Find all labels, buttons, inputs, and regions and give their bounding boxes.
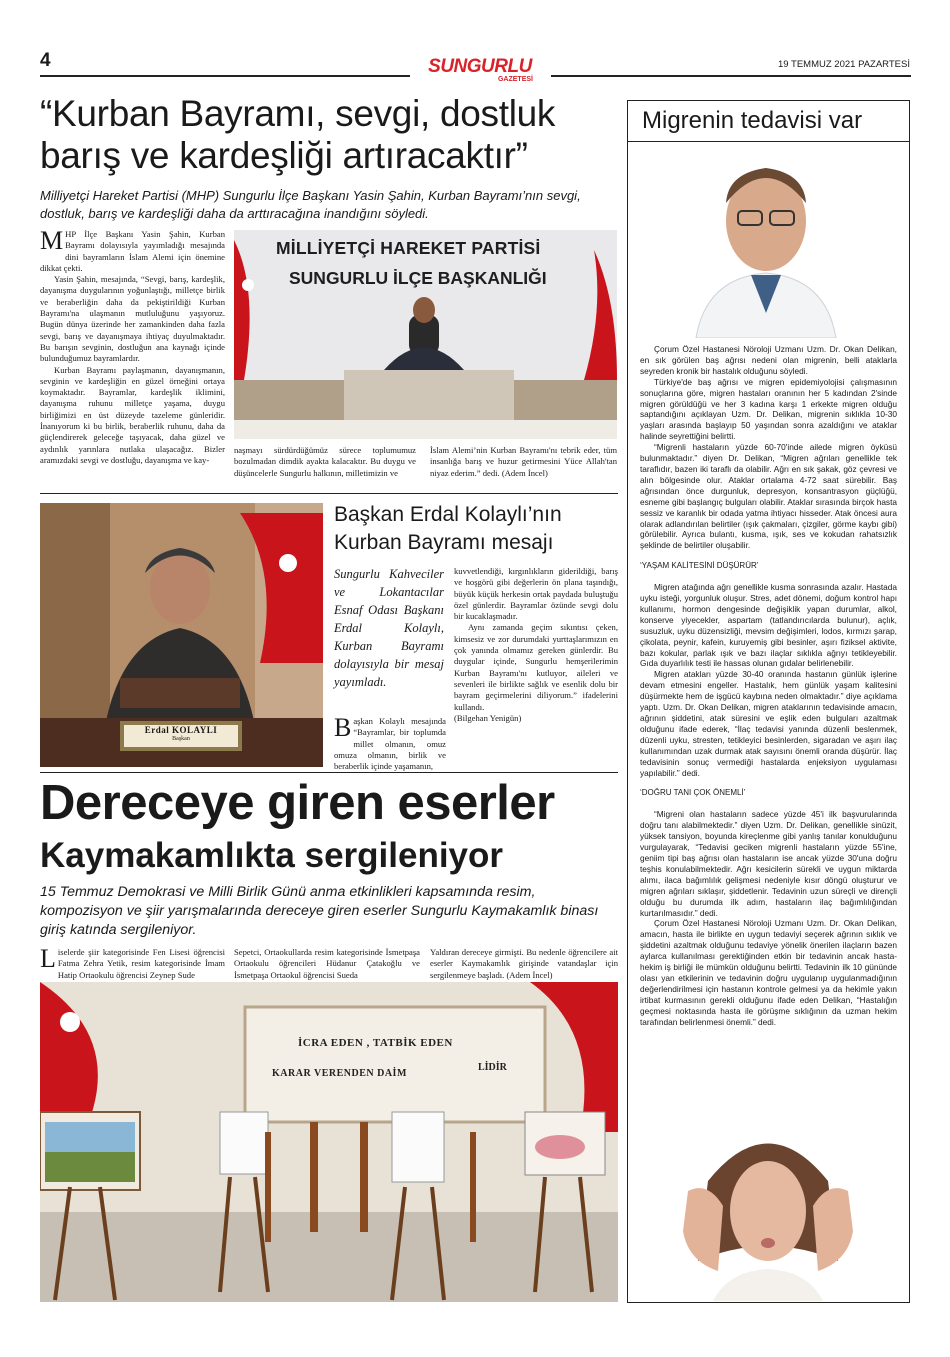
article2-p1: aşkan Kolaylı mesajında “Bayramlar, bir toplumda millet olmanın, omuz omuza olmanın, birlik ve beraberlik içinde yaşamanın, [334, 716, 446, 772]
article1-col2-text: naşmayı sürdürdüğümüz sürece toplumumuz bozulmadan dimdik ayakta kalacaktır. Bu duygu ve düşüncelerle Sungurlu halkının, milletimizin ve [234, 445, 416, 478]
dropcap: B [334, 713, 352, 742]
article2-col2 [454, 566, 618, 724]
sidebar-title: Migrenin tedavisi var [642, 107, 863, 134]
article1-col3-text: İslam Alemi’nin Kurban Bayramı'nı tebrik eder, tüm insanlığa barış ve huzur getirmesini Yüce Allah'tan niyaz ederim.” dedi. (Adem İncel) [430, 445, 617, 478]
article2-col1 [334, 713, 446, 772]
article2-col2-p2: Aynı zamanda geçim sıkıntısı çeken, kimsesiz ve zor durumdaki yurttaşlarımızın en çok yanında olmamız gereken günlerdir. Bu duygular içinde, Sungurlu hemşerilerimin Kurban Bayramı'nı kutluyor, aileleri ve sevenleri ile birlikte sağlık ve esenlik dolu bir bayram geçirmelerini diliyorum.” ifadelerini kullandı. [454, 622, 618, 712]
doctor-portrait [676, 143, 856, 338]
article3-col1 [40, 944, 225, 981]
exhibition-sign-line2: KARAR VERENDEN DAİM [272, 1068, 407, 1079]
article3-col2 [234, 947, 420, 981]
sidebar-p1: Çorum Özel Hastanesi Nöroloji Uzmanı Uzm. Dr. Okan Delikan, en sık görülen baş ağrısı nedeni olan migrenin, belli ataklarla seyreden kronik bir hastalık olduğunu söyledi. [640, 344, 897, 376]
article2-lead: Sungurlu Kahveciler ve Lokantacılar Esnaf Odası Başkanı Erdal Kolaylı, Kurban Bayramı dolayısıyla bir mesaj yayımladı. [334, 567, 444, 689]
article1-col3 [430, 445, 617, 479]
sidebar-title-rule [628, 141, 909, 142]
masthead-logo [421, 57, 539, 83]
issue-date: 19 TEMMUZ 2021 PAZARTESİ [778, 59, 910, 70]
nameplate-title: Başkan [172, 736, 190, 742]
dropcap: M [40, 226, 64, 255]
sidebar-p6: “Migreni olan hastaların sadece yüzde 45'i ilk başvurularında doğru tanı alabilmektedir.” diyen Uzm. Dr. Delikan, genellikle sinüzit, yüksek tansiyon, boyunda kireçlenme gibi yanlış tanılar konulduğunu vurgulayarak, “Tedavisi geciken migrenli hastaların yüzde 55'ine, geniim tipi baş ağrısı olan hastaların ise ancak yüzde 30'una doğru teşhis konulabilmektedir. Ağrı kesicilerin sürekli ve uygun miktarda alımı, ilaca bağımlılık gelişmesi nedeniyle kısır döngü oluşturur ve migren ağrıları sıklaşır, şiddetlenir. Tedavinin uzun süreçli ve dirençli olduğu bu durumda ilk adım, hastaların ilaç bağımlılığından kurtarılmasıdır.” dedi. [640, 809, 897, 918]
article2-headline-2: Kurban Bayramı mesajı [334, 531, 554, 554]
sidebar-subhead-2: ‘DOĞRU TANI ÇOK ÖNEMLİ’ [640, 788, 746, 798]
article3-headline-2: Kaymakamlıkta sergileniyor [40, 836, 504, 875]
article1-col1 [40, 226, 225, 466]
doctor-illustration [676, 143, 856, 338]
erdal-kolayli-photo [40, 503, 323, 767]
separator-2 [40, 772, 618, 773]
exhibition-sign-line2b: LİDİR [478, 1062, 507, 1073]
article2-byline: (Bilgehan Yenigün) [454, 712, 522, 723]
logo-main: SUNGURLU [428, 56, 532, 77]
article3-lead: 15 Temmuz Demokrasi ve Milli Birlik Günü anma etkinlikleri kapsamında resim, kompozisyon ve şiir yarışmalarında dereceye giren eserler Sungurlu Kaymakamlık binası giriş katında sergileniyor. [40, 884, 599, 938]
mhp-office-photo [234, 230, 617, 439]
article1-lead: Milliyetçi Hareket Partisi (MHP) Sungurlu İlçe Başkanı Yasin Şahin, Kurban Bayramı’nın sevgi, dostluk, barış ve kardeşliği daha da arttıracağına inandığını söyledi. [40, 188, 581, 221]
article3-headline-1: Dereceye giren eserler [40, 776, 555, 830]
article1-p3: Kurban Bayramı paylaşmanın, dayanışmanın, sevginin ve kardeşliğin en güzel örneğini ortaya koymaktadır. Bayramlar, kardeşlik iklimini, dayanışma ruhunu milletçe yaşama, duygu birliğimizi en üst düzeyde tazeleme günleridir. İnanıyorum ki bu birlik, beraberlik ruhunu, daha da güçlendirerek geleceğe taşıyacak, daha güzel ve aydınlık yarınlara nutlaka ulaşacağız. Bizler aramızdaki sevgi ve dostluğu, dayanışma ve kay- [40, 364, 225, 465]
office-sign-line2: SUNGURLU İLÇE BAŞKANLIĞI [289, 268, 547, 288]
header-rule-left [40, 75, 410, 77]
article3-col3-text: Yaldıran dereceye girmişti. Bu nedenle öğrencilere ait eserler Kaymakamlık girişinde vatandaşlar için sergilenmeye başladı. (Adem İncel) [430, 947, 618, 980]
page-number: 4 [40, 50, 51, 71]
exhibition-photo [40, 982, 618, 1302]
exhibition-scene-illustration [40, 982, 618, 1302]
article2-headline-1: Başkan Erdal Kolaylı’nın [334, 503, 562, 526]
dropcap: L [40, 944, 56, 973]
article1-headline: “Kurban Bayramı, sevgi, dostluk barış ve kardeşliği artıracaktır” [40, 93, 556, 176]
office-sign-line1: MİLLİYETÇİ HAREKET PARTİSİ [276, 238, 541, 258]
migraine-woman-photo [668, 1111, 868, 1301]
article3-col3 [430, 947, 618, 981]
sidebar-body [640, 344, 897, 1027]
office-scene-illustration [234, 230, 617, 439]
article3-col2-text: Sepetci, Ortaokullarda resim kategorisinde İsmetpaşa Ortaokulu öğrencileri Hüdanur Çatakoğlu ve İsmetpaşa Ortaokul öğrencisi Sueda [234, 947, 420, 980]
sidebar-subhead-1: ‘YAŞAM KALİTESİNİ DÜŞÜRÜR’ [640, 561, 759, 571]
sidebar-p3: “Migrenli hastaların yüzde 60-70'inde ailede migren öyküsü bulunmaktadır.” diyen Dr. Delikan, “Migren ağrıları genellikle tek taraflıdır, bazen iki taraflı da olabilir. Ağrı en sık şakak, göz çevresi ve alın bölgesinde olur. Ataklar ortalama 4-72 saat sürebilir. Baş ağrısından önce durgunluk, depresyon, konsantrasyon güçlüğü, esneme gibi başlangıç bulguları olabilir. Ataklar sırasında birçok hasta sessiz ve karanlık bir odada yatma ihtiyacı hisseder. Atak öncesi aura olarak adlandırılan belirtiler (ışık çakmaları, çizgiler, görme kaybı gibi) görülebilir. Ayrıca bulantı, kusma, ışık, ses ve kokudan rahatsızlık şeklinde de belirtiler oluşabilir. [640, 442, 897, 551]
woman-headache-illustration [668, 1111, 868, 1301]
sidebar-p7: Çorum Özel Hastanesi Nöroloji Uzmanı Uzm. Dr. Okan Delikan, amacın, hasta ile birlikte en uygun tedaviyi seçerek ağrının sıklık ve şiddetini azaltmak olduğunu tedaviye yönelik önerilen ilaçların bazen aylarca kullanılması gerektiğinden etkin bir tedavinin ancak hasta- hekim iş birliği ile mümkün olduğunu belirtti. Tedavinin ilk 10 gününde olası yan etkilerinin ve tedavinin doğru uygulanıp uygulanmadığının değerlendirilmesi için hastanın kontrole gelmesi ya da hekimle yakın irtibat kurmasının gerekli olduğunu ifade eden Delikan, “Hastalığın geçmesi noktasında hasta ile görüşme sıklığının da uzman hekim tarafından belirlenmesi önemli.” dedi. [640, 918, 897, 1027]
exhibition-sign-line1: İCRA EDEN , TATBİK EDEN [298, 1037, 453, 1049]
sidebar-p2: Türkiye'de baş ağrısı ve migren epidemiyolojisi çalışmasının sonuçlarına göre, migren hastaları oranının her 5 kadından 2'sinde migren görüldüğü ve her 3 kadına karşı 1 erkekte migren olduğu saptandığını açıklayan Uzm. Dr. Delikan, migrenin sıklıkla 10-30 yaşları arasında başlayıp 50 yaşından sonra azaldığını ve ataklar halinde seyrettiğini belirtti. [640, 376, 897, 442]
article2-col2-p1: kuvvetlendiği, kırgınlıkların giderildiği, barış ve hoşgörü gibi değerlerin ön plana taşındığı, büyük küçük herkesin ortak paydada buluştuğu özel günlerdir. Bayramlar özünde sevgi dolu bir kucaklaşmadır. [454, 566, 618, 622]
article1-p1: HP İlçe Başkanı Yasin Şahin, Kurban Bayramı dolayısıyla yayımladığı mesajında dini bayramların İslam Alemi için önemine dikkat çekti. [40, 229, 225, 273]
header-rule-right [551, 75, 911, 77]
article1-col2 [234, 445, 416, 479]
article1-p2: Yasin Şahin, mesajında, “Sevgi, barış, kardeşlik, dayanışma duygularının yoğunlaştığı, milletçe birlik ve beraberliğin daha da pekiştirildiği Kurban Bayramı'na ulaşmanın mutluluğunu yaşıyoruz. Bugün dünya üzerinde her zamankinden daha fazla sevgi, barış ve dayanışmaya ihtiyaç duyulmaktadır. Bu barışın sevginin, dostluğun ana kaynağı içinde bulunduğumuz bayramlardır. [40, 274, 225, 364]
article3-col1-text: iselerde şiir kategorisinde Fen Lisesi öğrencisi Fatma Zehra Yetik, resim kategorisinde İmam Hatip Ortaokulu öğrencisi Zeynep Sude [57, 947, 225, 980]
sidebar-p4: Migren atağında ağrı genellikle kusma sonrasında azalır. Hastada uyku isteği, yorgunluk oluşur. Stres, adet dönemi, doğum kontrol hapı kullanımı, hormon dengesinde değişiklik yapan durumlar, alkol, konserve yiyecekler, aspartam (tatlandırıcılarda bulunur), açlık, susuzluk, uyku düzensizliği, mevsim değişimleri, lodos, kırmızı şarap, çikolata, peynir, kafein, kuruyemiş gibi besinler, aşırı fiziksel aktivite, bazı kokular, parlak ışık ve bazı ilaçlar sıklıkla ağrıyı tetikleyebilir. Gıda duyarlılık testi ile hassas olunan gıdalar belirlenebilir. [640, 582, 897, 669]
logo-sub: GAZETESİ [497, 76, 533, 83]
separator-1 [40, 493, 618, 494]
sidebar-p5: Migren atakları yüzde 30-40 oranında hastanın günlük işlerine devam etmesini engeller. Hastalık, hem günlük yaşam kalitesini düşürmekte hem de işgücü kaybına neden olmaktadır.” diye açıklama yaptı. Uzm. Dr. Okan Delikan, migren ataklarının tedavisinde amacın, ağrının şiddetini, atak süresini ve eşlik eden bulguları azaltmak olduğunu ifade ederek, “İlaç tedavisi yanında düzenli beslenmek, düzenli uyku, stresten, tetikleyici besinlerden, sigaradan ve aşırı ilaç kullanımından uzak durmak atak sayısını önemli oranda düşürür. İlaç tedavisinin sonuç vermediği hastalarda enjeksiyon uygulaması yapılabilir.” dedi. [640, 669, 897, 778]
nameplate-name: Erdal KOLAYLI [144, 725, 218, 735]
health-sidebar [627, 100, 910, 1303]
